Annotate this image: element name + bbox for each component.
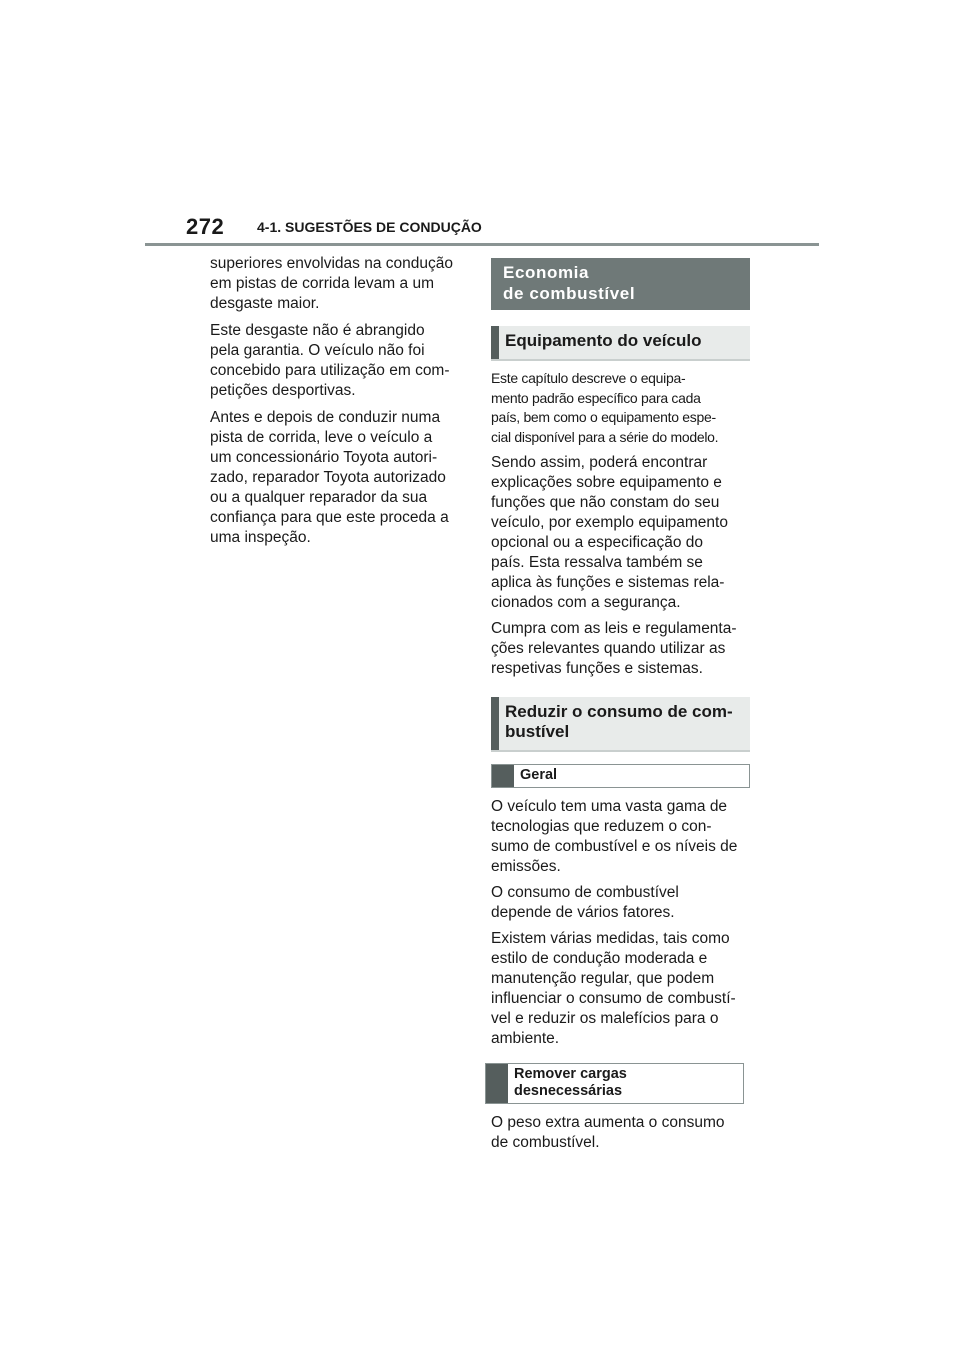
paragraph: O veículo tem uma vasta gama de tecnologias que reduzem o con- sumo de combustível e os níveis de emissões. xyxy=(491,798,738,875)
subsection-heading-text: Reduzir o consumo de com- bustível xyxy=(505,702,733,741)
subsection-heading-text: Equipamento do veículo xyxy=(505,331,702,350)
paragraph: superiores envolvidas na condução em pistas de corrida levam a um desgaste maior. xyxy=(210,255,453,312)
heading-marker xyxy=(491,326,499,359)
paragraph: Sendo assim, poderá encontrar explicações sobre equipamento e funções que não constam do seu veículo, por exemplo equipamento opcional ou a especificação do país. Esta ressalva também se aplica às funções e sistemas rela- cionados com a segurança. xyxy=(491,454,728,611)
paragraph: Cumpra com as leis e regulamenta- ções relevantes quando utilizar as respetivas funções e sistemas. xyxy=(491,620,737,677)
paragraph: Existem várias medidas, tais como estilo de condução moderada e manutenção regular, que podem influenciar o consumo de combustí- vel e reduzir os malefícios para o ambiente. xyxy=(491,930,736,1047)
subsection-heading xyxy=(491,326,750,361)
minor-heading-text: Remover cargas desnecessárias xyxy=(514,1066,627,1099)
heading-marker xyxy=(486,1064,508,1103)
section-title: Economia de combustível xyxy=(491,258,750,310)
header-divider xyxy=(145,243,819,246)
heading-marker xyxy=(492,765,514,787)
minor-heading xyxy=(485,1063,744,1104)
paragraph: Antes e depois de conduzir numa pista de corrida, leve o veículo a um concessionário Toyota autori- zado, reparador Toyota autorizado ou a qualquer reparador da sua confiança para que este proceda a uma inspeção. xyxy=(210,409,449,546)
paragraph: Este desgaste não é abrangido pela garantia. O veículo não foi concebido para utilização em com- petições desportivas. xyxy=(210,322,450,399)
heading-marker xyxy=(491,697,499,750)
page-number: 272 xyxy=(186,214,225,239)
subsection-heading xyxy=(491,697,750,752)
intro-paragraph: Este capítulo descreve o equipa- mento padrão específico para cada país, bem como o equipamento espe- cial disponível para a série do modelo. xyxy=(491,370,719,445)
left-column xyxy=(210,254,465,555)
chapter-title: 4-1. SUGESTÕES DE CONDUÇÃO xyxy=(257,219,482,235)
right-column xyxy=(491,258,750,1159)
paragraph: O consumo de combustível depende de vários fatores. xyxy=(491,884,679,921)
minor-heading xyxy=(491,764,750,788)
paragraph: O peso extra aumenta o consumo de combustível. xyxy=(491,1114,725,1151)
minor-heading-text: Geral xyxy=(520,767,558,783)
